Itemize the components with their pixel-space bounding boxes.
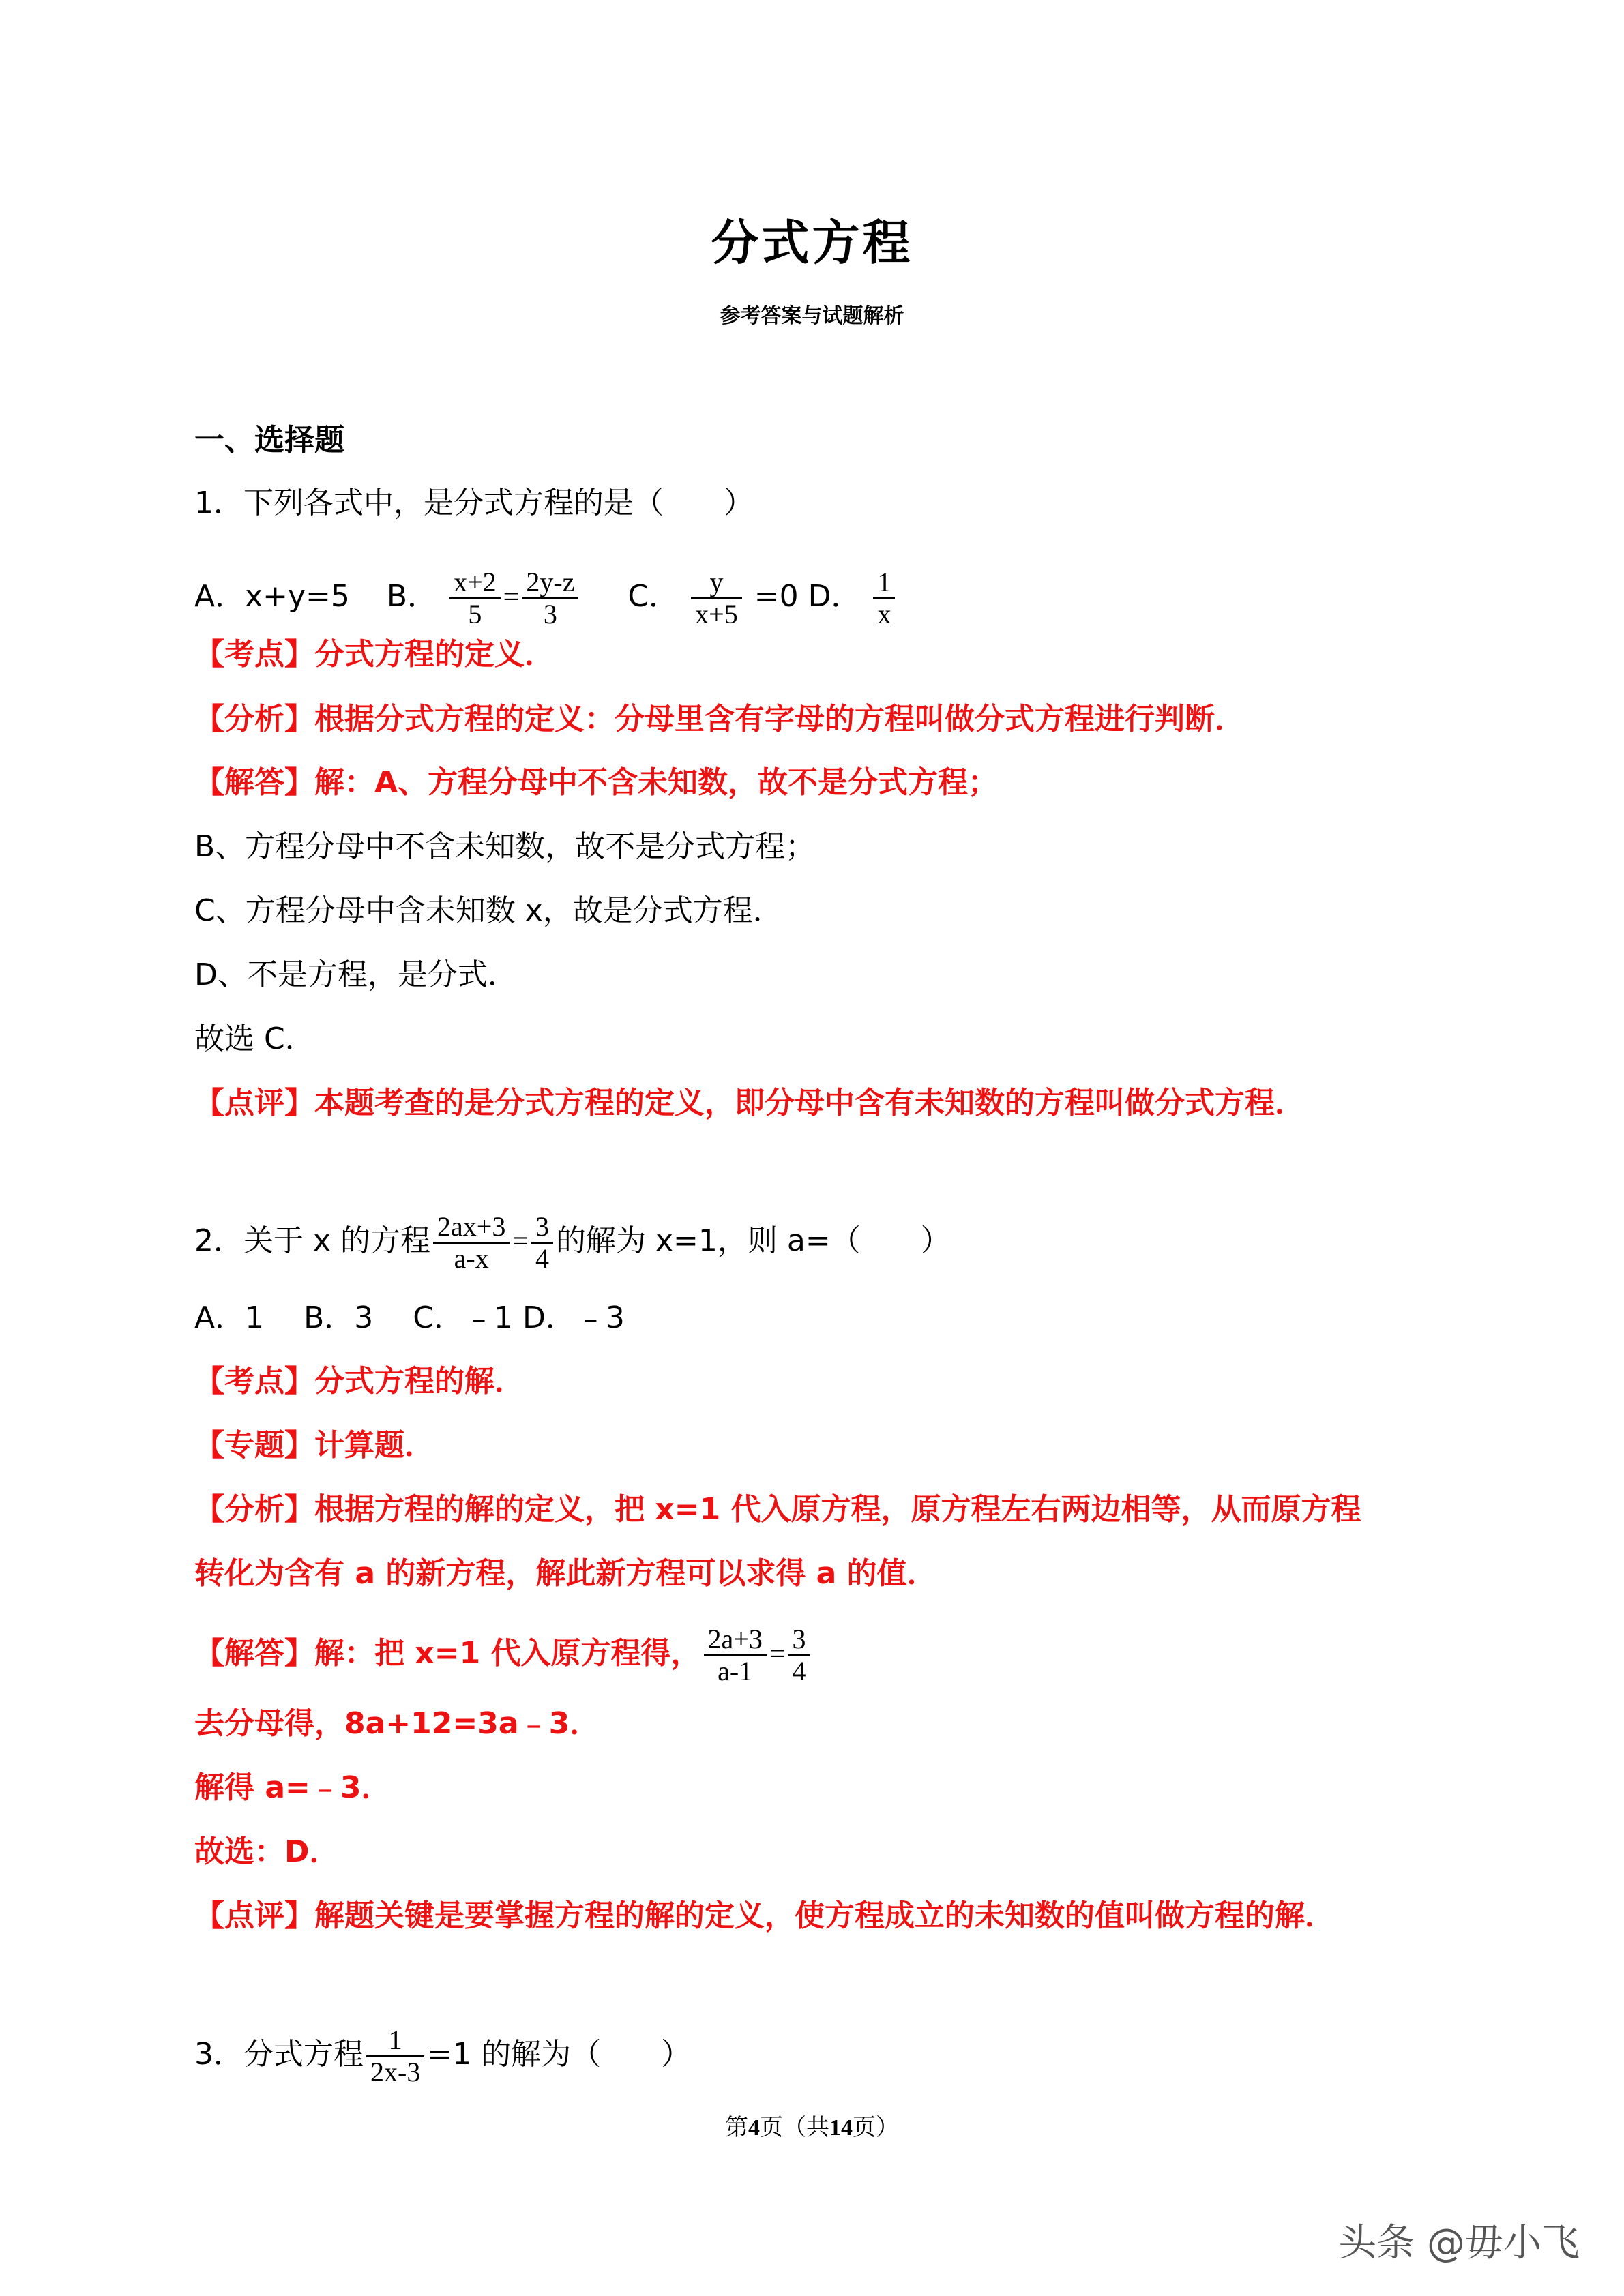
q1-dianping: 【点评】本题考查的是分式方程的定义，即分母中含有未知数的方程叫做分式方程．	[194, 1086, 1305, 1120]
q1-options: A．x+y=5 B． $\frac{x+2}{5}$ = $\frac{2y-z}{3}$ C． $\frac{y}{x+5}$ =0 D． $\frac{1}{x}$	[194, 559, 1467, 634]
q1-option-d-fraction: $\frac{1}{x}$	[873, 567, 895, 629]
q1-line-c: C、方程分母中含未知数 x，故是分式方程．	[194, 893, 783, 928]
page-total: 14	[829, 2115, 853, 2141]
q2-fraction-2: $\frac{3}{4}$	[531, 1212, 553, 1274]
q2-zhuanti: 【专题】计算题．	[194, 1428, 434, 1463]
q2-jieda-pre: 【解答】解：把 x=1 代入原方程得，	[194, 1636, 701, 1671]
q1-kaodian: 【考点】分式方程的定义．	[194, 637, 555, 672]
q2-options: A．1 B．3 C．﹣1 D．﹣3	[194, 1300, 625, 1335]
page-subtitle: 参考答案与试题解析	[720, 304, 904, 328]
q3-fraction: $\frac{1}{2x-3}$	[366, 2025, 424, 2087]
q2-kaodian: 【考点】分式方程的解．	[194, 1364, 525, 1399]
q1-option-b-fraction-1: $\frac{x+2}{5}$	[449, 567, 501, 629]
q2-fenxi-line1: 【分析】根据方程的解的定义，把 x=1 代入原方程，原方程左右两边相等，从而原方程	[194, 1492, 1361, 1527]
q2-jieda-fraction-1: $\frac{2a+3}{a-1}$	[704, 1624, 767, 1686]
q1-choice: 故选 C．	[194, 1022, 315, 1056]
q2-step2: 解得 a=﹣3．	[194, 1770, 392, 1805]
q3-stem-pre: 3．分式方程	[194, 2037, 364, 2072]
q1-option-b-fraction-2: $\frac{2y-z}{3}$	[522, 567, 578, 629]
page-footer: 第4页（共14页）	[725, 2114, 899, 2141]
q1-option-c-fraction: $\frac{y}{x+5}$	[691, 567, 742, 629]
watermark: 头条 @毋小飞	[1338, 2221, 1580, 2265]
q2-fenxi-line2: 转化为含有 a 的新方程，解此新方程可以求得 a 的值．	[194, 1556, 937, 1591]
q1-line-b: B、方程分母中不含未知数，故不是分式方程；	[194, 829, 816, 864]
q2-stem-post: 的解为 x=1，则 a=（ ）	[556, 1223, 951, 1258]
q1-line-d: D、不是方程，是分式．	[194, 957, 518, 992]
q2-choice: 故选：D．	[194, 1834, 340, 1869]
q2-stem-pre: 2．关于 x 的方程	[194, 1223, 431, 1258]
q2-stem: 2．关于 x 的方程 $\frac{2ax+3}{a-x}$ = $\frac{3}{4}$ 的解为 x=1，则 a=（ ）	[194, 1210, 951, 1274]
q2-step1: 去分母得，8a+12=3a﹣3．	[194, 1706, 600, 1741]
section-heading: 一、选择题	[194, 423, 344, 458]
q2-dianping: 【点评】解题关键是要掌握方程的解的定义，使方程成立的未知数的值叫做方程的解．	[194, 1898, 1335, 1933]
q2-jieda: 【解答】解：把 x=1 代入原方程得， $\frac{2a+3}{a-1}$ = $\frac{3}{4}$	[194, 1616, 1467, 1691]
page-title: 分式方程	[711, 215, 913, 271]
q3-stem-post: =1 的解为（ ）	[427, 2037, 692, 2072]
q1-option-a: A．x+y=5	[194, 579, 350, 614]
q1-jieda: 【解答】解：A、方程分母中不含未知数，故不是分式方程；	[194, 765, 999, 800]
q3-stem	[194, 2017, 1467, 2092]
q1-option-b-label: B．	[386, 579, 438, 614]
q1-option-c-label: C．	[628, 579, 679, 614]
q2-jieda-fraction-2: $\frac{3}{4}$	[788, 1624, 810, 1686]
page-number: 4	[748, 2115, 760, 2141]
q1-stem: 1．下列各式中，是分式方程的是（ ）	[194, 486, 754, 520]
q1-option-c-tail: =0	[754, 579, 799, 614]
q1-option-d-label: D．	[808, 579, 861, 614]
q2-fraction-1: $\frac{2ax+3}{a-x}$	[433, 1212, 510, 1274]
q1-fenxi: 【分析】根据分式方程的定义：分母里含有字母的方程叫做分式方程进行判断．	[194, 702, 1245, 736]
